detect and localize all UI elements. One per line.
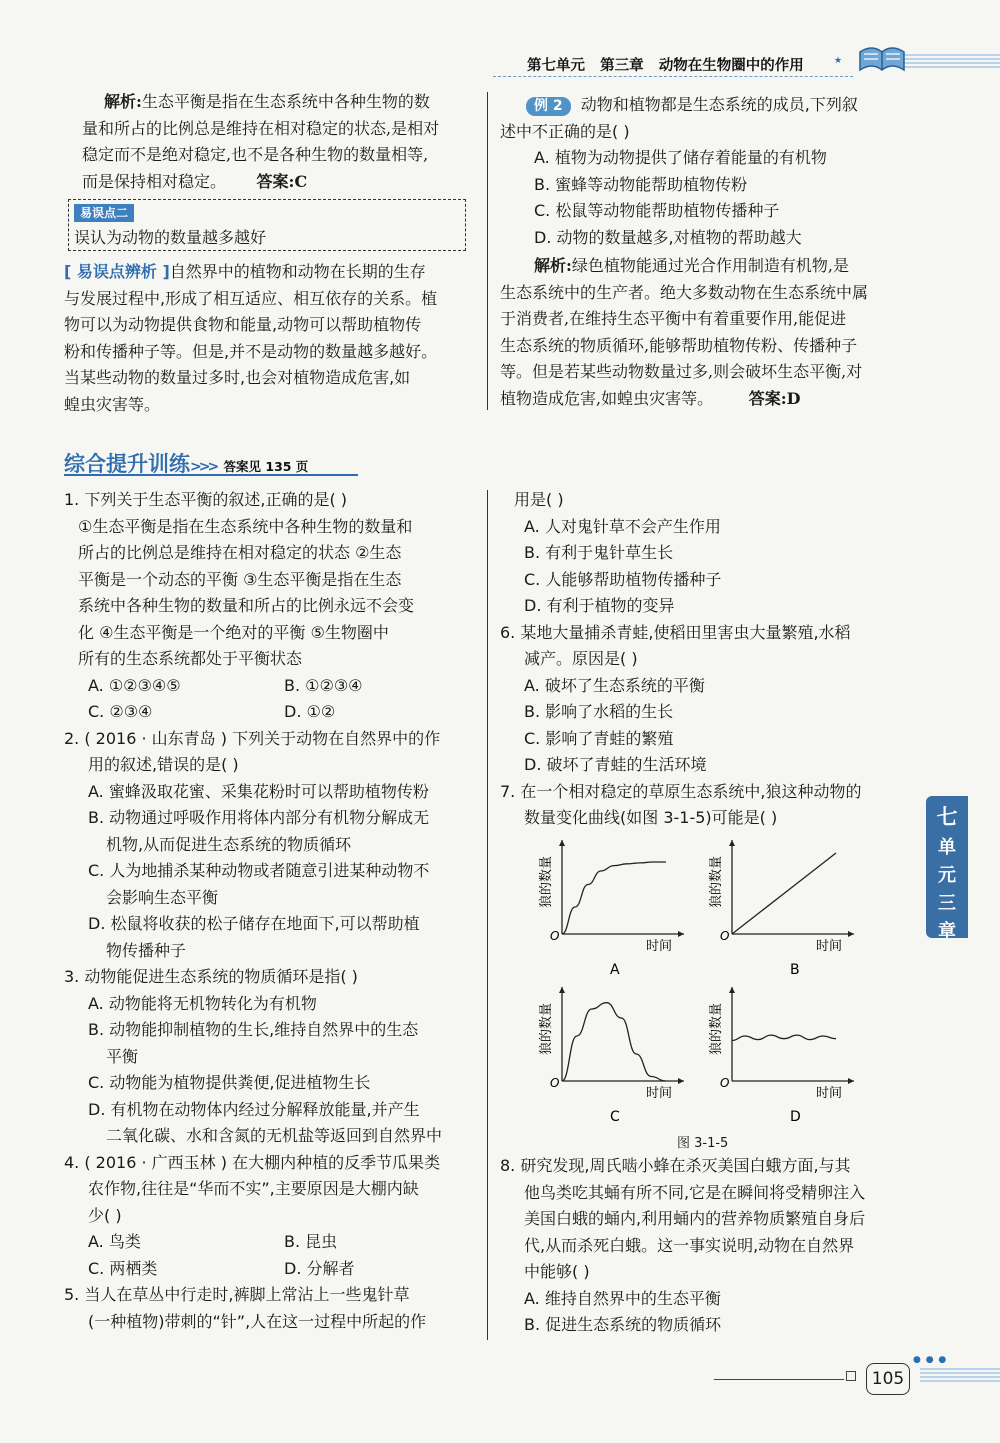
example-option-b: B. 蜜蜂等动物能帮助植物传粉	[534, 174, 748, 194]
q6-option-c: C. 影响了青蛙的繁殖	[524, 728, 674, 748]
header-rule	[493, 76, 853, 77]
question-3-stem: 3. 动物能促进生态系统的物质循环是指( )	[64, 967, 358, 986]
chapter-side-tab: 七 单 元 三 章	[926, 796, 968, 938]
section-underline	[64, 474, 358, 476]
header-title: 第七单元 第三章 动物在生物圈中的作用	[527, 58, 804, 74]
chart-a-curve	[562, 862, 666, 934]
chart-c-xlabel: 时间	[646, 1086, 673, 1101]
chart-d-origin: O	[720, 1076, 730, 1090]
header-dots: ★	[834, 56, 844, 66]
q1-option-a: A. ①②③④⑤	[88, 675, 181, 695]
example-option-d: D. 动物的数量越多,对植物的帮助越大	[534, 227, 802, 247]
example-tag: 例 2	[526, 97, 571, 116]
footer-square	[846, 1371, 856, 1381]
q4-option-c: C. 两栖类	[88, 1258, 158, 1278]
q5-option-a: A. 人对鬼针草不会产生作用	[524, 516, 721, 536]
chart-d-xlabel: 时间	[816, 1086, 843, 1101]
q6-option-d: D. 破坏了青蛙的生活环境	[524, 755, 707, 774]
question-8-block: 8. 研究发现,周氏啮小蜂在杀灭美国白蛾方面,与其 他鸟类吃其蛹有所不同,它是在瞬间将受精卵注入 美国白蛾的蛹内,利用蛹内的营养物质繁殖自身后 代,从而杀死白蛾。这一事实说明,动物在自然界 中能够( ) A. 维持自然界中的生态平衡 B. 促进生态系统的物质循环	[500, 1153, 912, 1339]
chart-b-ylabel: 狼的数量	[709, 855, 724, 909]
footer-dots: ● ● ●	[913, 1355, 948, 1365]
q5-option-c: C. 人能够帮助植物传播种子	[524, 569, 722, 589]
section-title: 综合提升训练>>> 答案见 135 页	[64, 452, 309, 476]
right-questions: 用是( ) A. 人对鬼针草不会产生作用 B. 有利于鬼针草生长 C. 人能够帮助植物传播种子 D. 有利于植物的变异 6. 某地大量捕杀青蛙,使稻田里害虫大量繁殖,水稻 减产。原因是( ) A. 破坏了生态系统的平衡 B. 影响了水稻的生长 C. 影响了青蛙的繁殖 D. 破坏了青蛙的生活环境 7. 在一个相对稳定的草原生态系统中,狼这种动物的 数量变化曲线(如图 3-1-5)可能是( )	[500, 487, 912, 832]
q5-option-d: D. 有利于植物的变异	[524, 596, 675, 615]
q8-option-b: B. 促进生态系统的物质循环	[524, 1315, 722, 1334]
chart-d-x-arrow	[848, 1078, 854, 1084]
chart-b-origin: O	[720, 929, 730, 943]
example-2-block: 例 2 动物和植物都是生态系统的成员,下列叙 述中不正确的是( ) A. 植物为动物提供了储存着能量的有机物 B. 蜜蜂等动物能帮助植物传粉 C. 松鼠等动物能帮助植物传播种子 D. 动物的数量越多,对植物的帮助越大	[500, 92, 910, 251]
error-analysis-block: [ 易误点辨析 ]自然界中的植物和动物在长期的生存 与发展过程中,形成了相互适应、相互依存的关系。植 物可以为动物提供食物和能量,动物可以帮助植物传 粉和传播种子等。但是,并不是动物的数量越多越好。 当某些动物的数量过多时,也会对植物造成危害,如 蝗虫灾害等。	[64, 262, 438, 414]
chart-c-curve	[562, 1003, 666, 1081]
question-1-stem: 1. 下列关于生态平衡的叙述,正确的是( )	[64, 490, 348, 509]
q4-option-d: D. 分解者	[284, 1258, 355, 1278]
left-questions: 1. 下列关于生态平衡的叙述,正确的是( ) ①生态平衡是指在生态系统中各种生物的数量和 所占的比例总是维持在相对稳定的状态 ②生态 平衡是一个动态的平衡 ③生态平衡是指在生态 系统中各种生物的数量和所占的比例永远不会变 化 ④生态平衡是一个绝对的平衡 ⑤生物圈中 所有的生态系统都处于平衡状态 A. ①②③④⑤ B. ①②③④ C. ②③④ D. ①② 2. ( 2016 · 山东青岛 ) 下列关于动物在自然界中的作 用的叙述,错误的是( ) A. 蜜蜂汲取花蜜、采集花粉时可以帮助植物传粉 B. 动物通过呼吸作用将体内部分有机物分解成无 机物,从而促进生态系统的物质循环 C. 人为地捕杀某种动物或者随意引进某种动物不 会影响生态平衡 D. 松鼠将收获的松子储存在地面下,可以帮助植 物传播种子 3. 动物能促进生态系统的物质循环是指( ) A. 动物能将无机物转化为有机物 B. 动物能抑制植物的生长,维持自然界中的生态 平衡 C. 动物能为植物提供粪便,促进植物生长 D. 有机物在动物体内经过分解释放能量,并产生 二氧化碳、水和含氮的无机盐等返回到自然界中 4. ( 2016 · 广西玉林 ) 在大棚内种植的反季节瓜果类 农作物,往往是“华而不实”,主要原因是大棚内缺 少( ) A. 鸟类 B. 昆虫 C. 两栖类 D. 分解者 5. 当人在草丛中行走时,裤脚上常沾上一些鬼针草 (一种植物)带刺的“针”,人在这一过程中所起的作	[64, 487, 480, 1335]
chart-a-label: A	[610, 962, 620, 978]
chart-a-xlabel: 时间	[646, 939, 673, 954]
question-8-stem: 8. 研究发现,周氏啮小蜂在杀灭美国白蛾方面,与其	[500, 1156, 851, 1175]
question-2-stem: 2. ( 2016 · 山东青岛 ) 下列关于动物在自然界中的作	[64, 728, 441, 748]
column-divider-top	[487, 92, 488, 410]
analysis-block-right: 解析:绿色植物能通过光合作用制造有机物,是 生态系统中的生产者。绝大多数动物在生态系统中属 于消费者,在维持生态平衡中有着重要作用,能促进 生态系统的物质循环,能够帮助植物传粉、传播种子 等。但是若某些动物数量过多,则会破坏生态平衡,对 植物造成危害,如蝗虫灾害等。 答案:D	[500, 256, 869, 408]
book-icon	[856, 40, 908, 78]
header-decoration	[900, 54, 1000, 70]
question-4-stem: 4. ( 2016 · 广西玉林 ) 在大棚内种植的反季节瓜果类	[64, 1152, 441, 1172]
answer-d: 答案:D	[748, 388, 801, 408]
chart-b-label: B	[790, 962, 800, 978]
q6-option-b: B. 影响了水稻的生长	[524, 702, 674, 721]
chart-b-curve	[732, 853, 836, 934]
chart-c-ylabel: 狼的数量	[539, 1002, 554, 1056]
error-point-title: 误认为动物的数量越多越好	[74, 228, 267, 247]
footer-rule	[714, 1379, 844, 1380]
chart-b-y-arrow	[729, 840, 735, 846]
question-7-stem: 7. 在一个相对稳定的草原生态系统中,狼这种动物的	[500, 781, 862, 801]
chart-c-origin: O	[550, 1076, 560, 1090]
chart-b-xlabel: 时间	[816, 939, 843, 954]
chart-a-x-arrow	[678, 931, 684, 937]
q1-option-d: D. ①②	[284, 702, 336, 721]
question-6-stem: 6. 某地大量捕杀青蛙,使稻田里害虫大量繁殖,水稻	[500, 622, 851, 642]
chart-d-y-arrow	[729, 987, 735, 993]
chart-a-y-arrow	[559, 840, 565, 846]
q4-option-b: B. 昆虫	[284, 1232, 338, 1251]
chart-a-origin: O	[550, 929, 560, 943]
chart-d-curve	[732, 1035, 836, 1040]
column-divider-bottom	[487, 490, 488, 1340]
example-option-c: C. 松鼠等动物能帮助植物传播种子	[534, 201, 780, 220]
footer-decoration	[920, 1368, 1000, 1382]
error-analysis-label: [ 易误点辨析 ]	[64, 262, 170, 281]
question-5-stem: 5. 当人在草丛中行走时,裤脚上常沾上一些鬼针草	[64, 1285, 410, 1304]
q1-option-b: B. ①②③④	[284, 675, 363, 695]
q8-option-a: A. 维持自然界中的生态平衡	[524, 1288, 721, 1308]
error-point-tag: 易误点二	[74, 204, 134, 222]
chart-c-y-arrow	[559, 987, 565, 993]
chart-d-ylabel: 狼的数量	[709, 1002, 724, 1056]
q6-option-a: A. 破坏了生态系统的平衡	[524, 675, 705, 695]
answer-reference: 答案见 135 页	[223, 459, 309, 474]
example-option-a: A. 植物为动物提供了储存着能量的有机物	[534, 148, 827, 167]
page-number: 105	[866, 1363, 910, 1395]
chart-c-x-arrow	[678, 1078, 684, 1084]
figure-3-1-5	[504, 836, 884, 1154]
analysis-block-left: 解析:生态平衡是指在生态系统中各种生物的数 量和所占的比例总是维持在相对稳定的状态,是相对 稳定而不是绝对稳定,也不是各种生物的数量相等, 而是保持相对稳定。 答案:C	[82, 92, 440, 191]
q5-option-b: B. 有利于鬼针草生长	[524, 543, 674, 562]
q4-option-a: A. 鸟类	[88, 1232, 141, 1251]
chart-a-ylabel: 狼的数量	[539, 855, 554, 909]
q1-option-c: C. ②③④	[88, 702, 153, 721]
chart-d-label: D	[790, 1109, 801, 1125]
answer-c: 答案:C	[256, 171, 308, 191]
chart-c-label: C	[610, 1109, 620, 1125]
figure-caption: 图 3-1-5	[677, 1136, 729, 1151]
chart-b-x-arrow	[848, 931, 854, 937]
